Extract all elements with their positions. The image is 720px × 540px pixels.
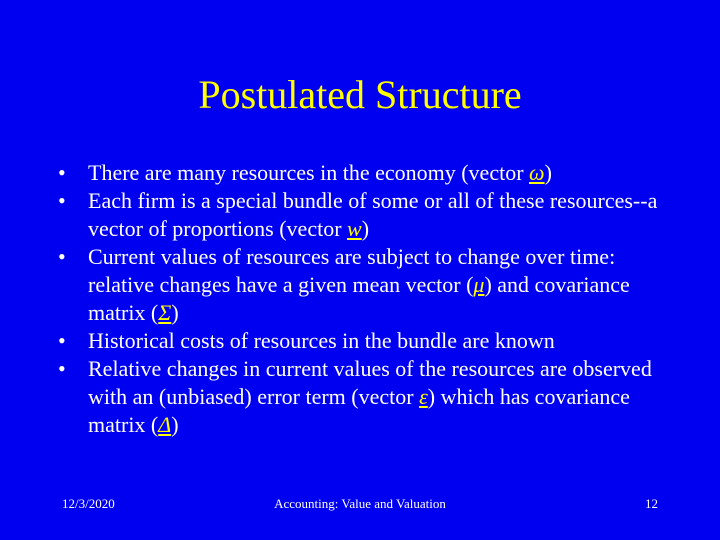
bullet-text: [88, 327, 678, 355]
footer-title: Accounting: Value and Valuation: [274, 496, 446, 511]
bullet-text-part: ) and covariance matrix (: [88, 272, 630, 325]
bullet-text-part: Current values of resources are subject to change over time: relative changes have a given mean vector (: [88, 244, 616, 297]
bullet-icon: •: [58, 356, 66, 381]
sigma-symbol: Σ: [158, 300, 172, 325]
bullet-text-part: ): [361, 216, 370, 241]
bullet-icon: •: [58, 328, 66, 353]
omega-symbol: ω: [529, 160, 545, 185]
bullet-text-part: ): [544, 160, 552, 185]
bullet-text: [88, 187, 678, 243]
bullet-text-part: Each firm is a special bundle of some or all of these resources--a vector of proportions (vector: [88, 188, 658, 241]
bullet-item: [58, 327, 678, 355]
bullet-item: [58, 159, 678, 187]
bullet-icon: •: [58, 244, 66, 269]
bullet-text-part: ): [171, 412, 179, 437]
epsilon-symbol: ε: [419, 384, 428, 409]
slide-title: Postulated Structure: [198, 72, 522, 117]
bullet-text-part: Historical costs of resources in the bundle are known: [88, 328, 555, 353]
bullet-item: [58, 355, 678, 439]
bullet-text: [88, 243, 678, 327]
mu-symbol: μ: [473, 272, 485, 297]
bullet-text-part: ): [171, 300, 179, 325]
footer-date: 12/3/2020: [62, 496, 115, 511]
bullet-item: [58, 243, 678, 327]
bullet-icon: •: [58, 188, 66, 213]
w-symbol: w: [347, 216, 362, 241]
bullet-text: [88, 159, 678, 187]
bullet-list: [58, 159, 678, 439]
bullet-text-part: There are many resources in the economy (vector: [88, 160, 530, 185]
bullet-text-part: ) which has covariance matrix (: [88, 384, 630, 437]
bullet-item: [58, 187, 678, 243]
page-number: 12: [645, 496, 658, 511]
delta-symbol: Δ: [158, 412, 172, 437]
bullet-icon: •: [58, 160, 66, 185]
bullet-text: [88, 355, 678, 439]
bullet-text-part: Relative changes in current values of the resources are observed with an (unbiased) error term (vector: [88, 356, 652, 409]
